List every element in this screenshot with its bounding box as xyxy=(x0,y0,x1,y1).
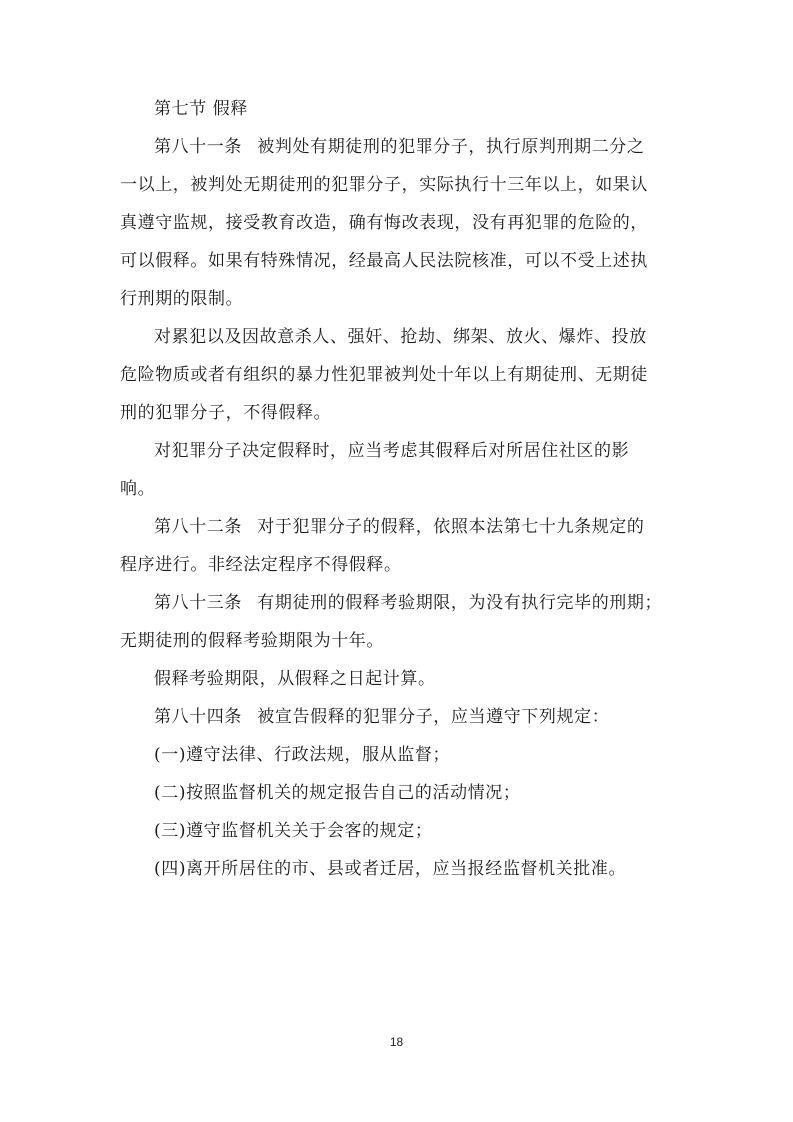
article-text-line: 一以上，被判处无期徒刑的犯罪分子，实际执行十三年以上，如果认 xyxy=(120,175,648,195)
paragraph-line: 危险物质或者有组织的暴力性犯罪被判处十年以上有期徒刑、无期徒 xyxy=(120,365,648,385)
article-number: 第八十四条 xyxy=(154,707,242,727)
paragraph-community xyxy=(120,432,675,508)
list-item: (一)遵守法律、行政法规，服从监督； xyxy=(154,745,451,765)
article-81 xyxy=(120,128,675,318)
article-text-line: 无期徒刑的假释考验期限为十年。 xyxy=(120,631,384,651)
article-84 xyxy=(120,698,675,736)
article-text-line: 程序进行。非经法定程序不得假释。 xyxy=(120,555,402,575)
paragraph-line: 对累犯以及因故意杀人、强奸、抢劫、绑架、放火、爆炸、投放 xyxy=(154,327,647,347)
paragraph-line: 对犯罪分子决定假释时，应当考虑其假释后对所居住社区的影 xyxy=(154,441,630,461)
article-text-line: 被宣告假释的犯罪分子，应当遵守下列规定： xyxy=(257,707,610,727)
paragraph-period: 假释考验期限，从假释之日起计算。 xyxy=(154,669,436,689)
page-number: 18 xyxy=(389,1035,404,1049)
article-number: 第八十三条 xyxy=(154,593,242,613)
section-title: 第七节 假释 xyxy=(154,99,249,119)
article-text-line: 行刑期的限制。 xyxy=(120,289,244,309)
document-body xyxy=(120,90,675,888)
article-number: 第八十一条 xyxy=(154,137,242,157)
paragraph-line: 响。 xyxy=(120,479,156,499)
paragraph-recidivist xyxy=(120,318,675,432)
article-text-line: 可以假释。如果有特殊情况，经最高人民法院核准，可以不受上述执 xyxy=(120,251,648,271)
article-84-items xyxy=(120,736,675,888)
article-text-line: 对于犯罪分子的假释，依照本法第七十九条规定的 xyxy=(257,517,645,537)
paragraph-line: 刑的犯罪分子，不得假释。 xyxy=(120,403,332,423)
list-item: (四)离开所居住的市、县或者迁居，应当报经监督机关批准。 xyxy=(154,859,627,879)
article-text-line: 被判处有期徒刑的犯罪分子，执行原判刑期二分之 xyxy=(257,137,645,157)
article-text-line: 真遵守监规，接受教育改造，确有悔改表现，没有再犯罪的危险的， xyxy=(120,213,648,233)
list-item: (二)按照监督机关的规定报告自己的活动情况； xyxy=(154,783,521,803)
list-item: (三)遵守监督机关关于会客的规定； xyxy=(154,821,433,841)
article-text-line: 有期徒刑的假释考验期限，为没有执行完毕的刑期； xyxy=(257,593,663,613)
article-83 xyxy=(120,584,675,660)
article-number: 第八十二条 xyxy=(154,517,242,537)
article-82 xyxy=(120,508,675,584)
